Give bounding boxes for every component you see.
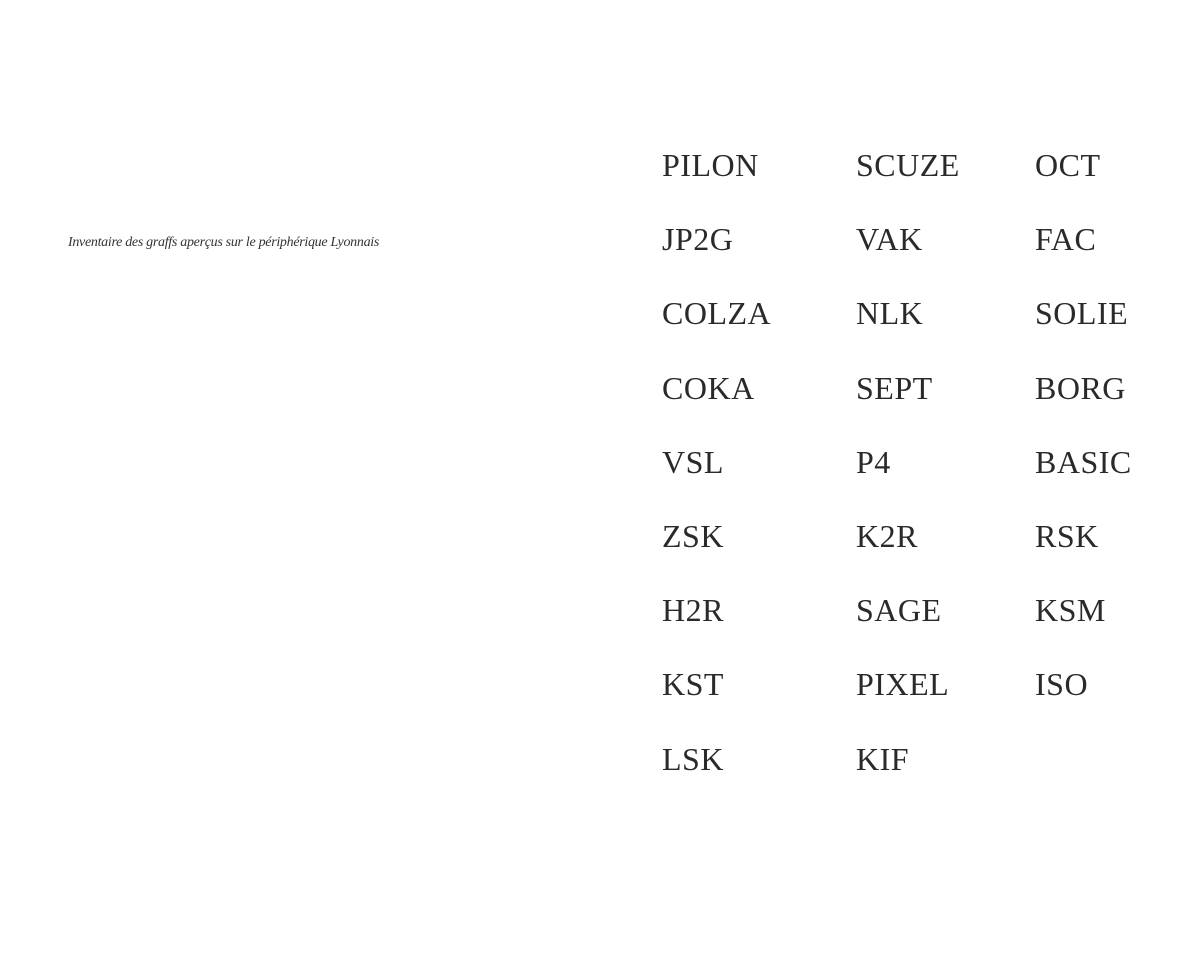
list-item: NLK xyxy=(856,295,924,332)
list-item: RSK xyxy=(1035,517,1099,554)
list-item: KST xyxy=(662,666,724,703)
list-item: PIXEL xyxy=(856,666,950,703)
list-item: ZSK xyxy=(662,517,724,554)
list-item: SCUZE xyxy=(856,147,960,183)
graffiti-name-list xyxy=(662,148,1155,816)
list-item: K2R xyxy=(856,517,918,554)
page-caption: Inventaire des graffs aperçus sur le périphérique Lyonnais xyxy=(68,235,380,250)
list-item: BASIC xyxy=(1035,443,1132,480)
list-item: LSK xyxy=(662,740,724,777)
list-item: BORG xyxy=(1035,369,1126,406)
list-item: VAK xyxy=(856,221,923,258)
list-item: ISO xyxy=(1035,666,1089,703)
list-item: COLZA xyxy=(662,295,772,332)
list-item: SAGE xyxy=(856,592,942,629)
list-item: PILON xyxy=(662,147,759,183)
empty-cell xyxy=(1035,742,1155,816)
list-item: SOLIE xyxy=(1035,295,1129,332)
list-item: P4 xyxy=(856,443,891,480)
list-item: H2R xyxy=(662,592,724,629)
list-item: KSM xyxy=(1035,592,1106,629)
list-item: OCT xyxy=(1035,147,1101,183)
list-item: COKA xyxy=(662,369,755,406)
list-item: JP2G xyxy=(662,221,734,258)
list-item: SEPT xyxy=(856,369,933,406)
list-item: KIF xyxy=(856,740,910,777)
list-item: VSL xyxy=(662,443,724,480)
list-item: FAC xyxy=(1035,221,1097,258)
